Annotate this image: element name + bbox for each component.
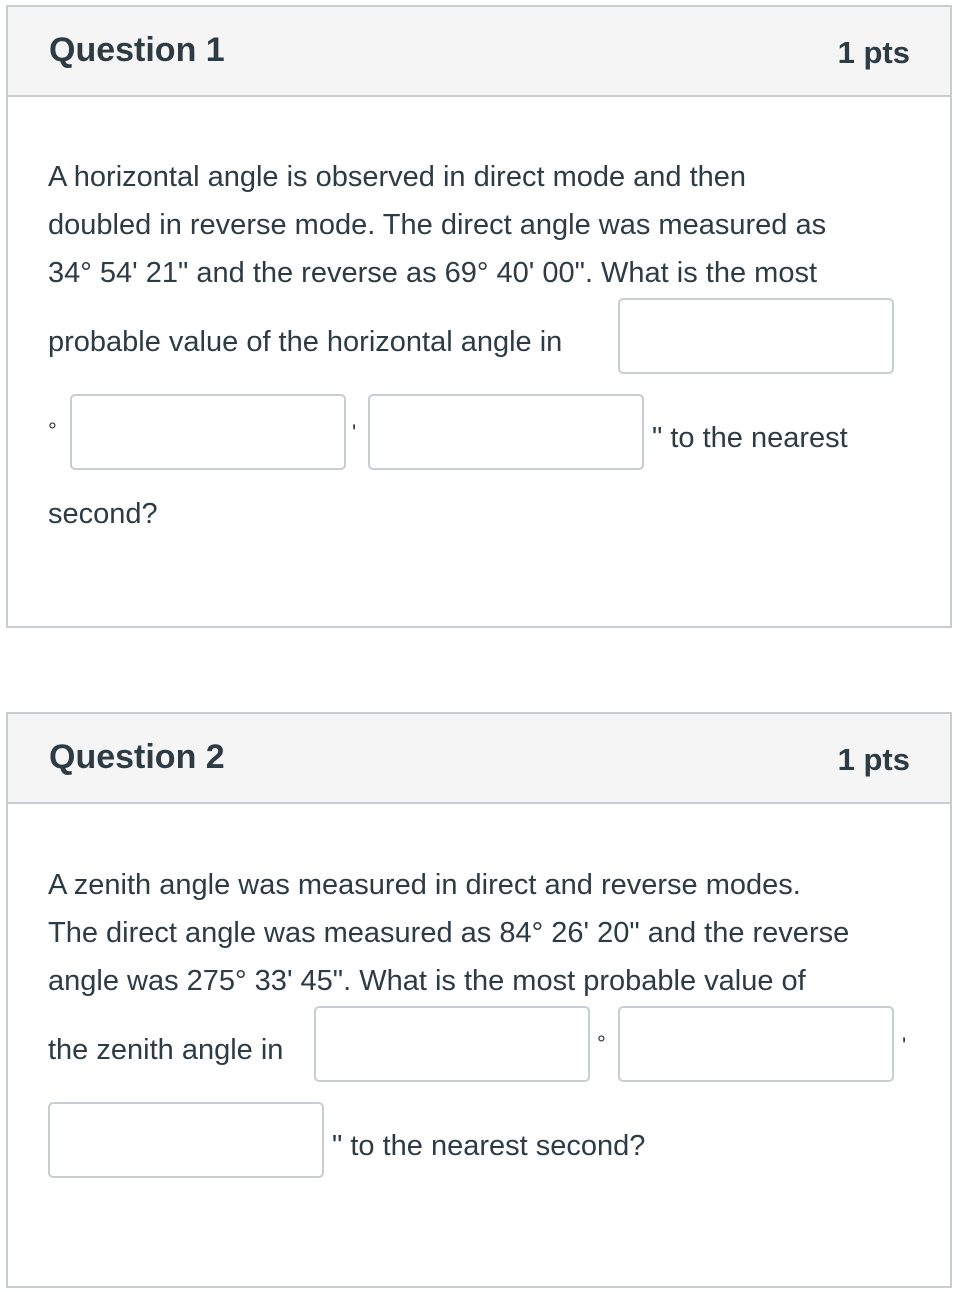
question-2-degree-symbol: ° [597,1031,606,1056]
question-2-header [8,714,950,804]
question-1-text-line-1: A horizontal angle is observed in direct mode and then [48,161,747,193]
question-1-text-line-4: probable value of the horizontal angle in [48,326,563,358]
question-2-text-line-3: angle was 275° 33' 45". What is the most probable value of [48,965,806,997]
question-2-card [6,712,952,1288]
question-1-title: Question 1 [49,31,225,69]
question-2-text-line-2: The direct angle was measured as 84° 26' 20" and the reverse [48,917,850,949]
question-2-minute-symbol: ' [902,1033,907,1058]
question-1-degrees-input[interactable] [618,298,894,374]
question-2-title: Question 2 [49,738,225,776]
question-2-points: 1 pts [837,742,910,777]
question-2-suffix-text: " to the nearest second? [332,1130,646,1162]
question-1-minute-symbol: ' [352,420,357,445]
question-2-text-line-1: A zenith angle was measured in direct and reverse modes. [48,869,801,901]
question-2-text-line-4: the zenith angle in [48,1034,284,1066]
question-1-points: 1 pts [837,35,910,70]
question-1-header [8,7,950,97]
question-1-text-line-2: doubled in reverse mode. The direct angle was measured as [48,209,827,241]
question-1-text-line-3: 34° 54' 21" and the reverse as 69° 40' 00". What is the most [48,257,818,289]
question-2-minutes-input[interactable] [618,1006,894,1082]
question-2-seconds-input[interactable] [48,1102,324,1178]
question-1-minutes-input[interactable] [70,394,346,470]
question-1-seconds-input[interactable] [368,394,644,470]
question-1-degree-symbol: ° [48,418,57,443]
question-1-last-line: second? [48,498,158,530]
question-2-degrees-input[interactable] [314,1006,590,1082]
question-1-suffix-text: " to the nearest [652,422,848,454]
